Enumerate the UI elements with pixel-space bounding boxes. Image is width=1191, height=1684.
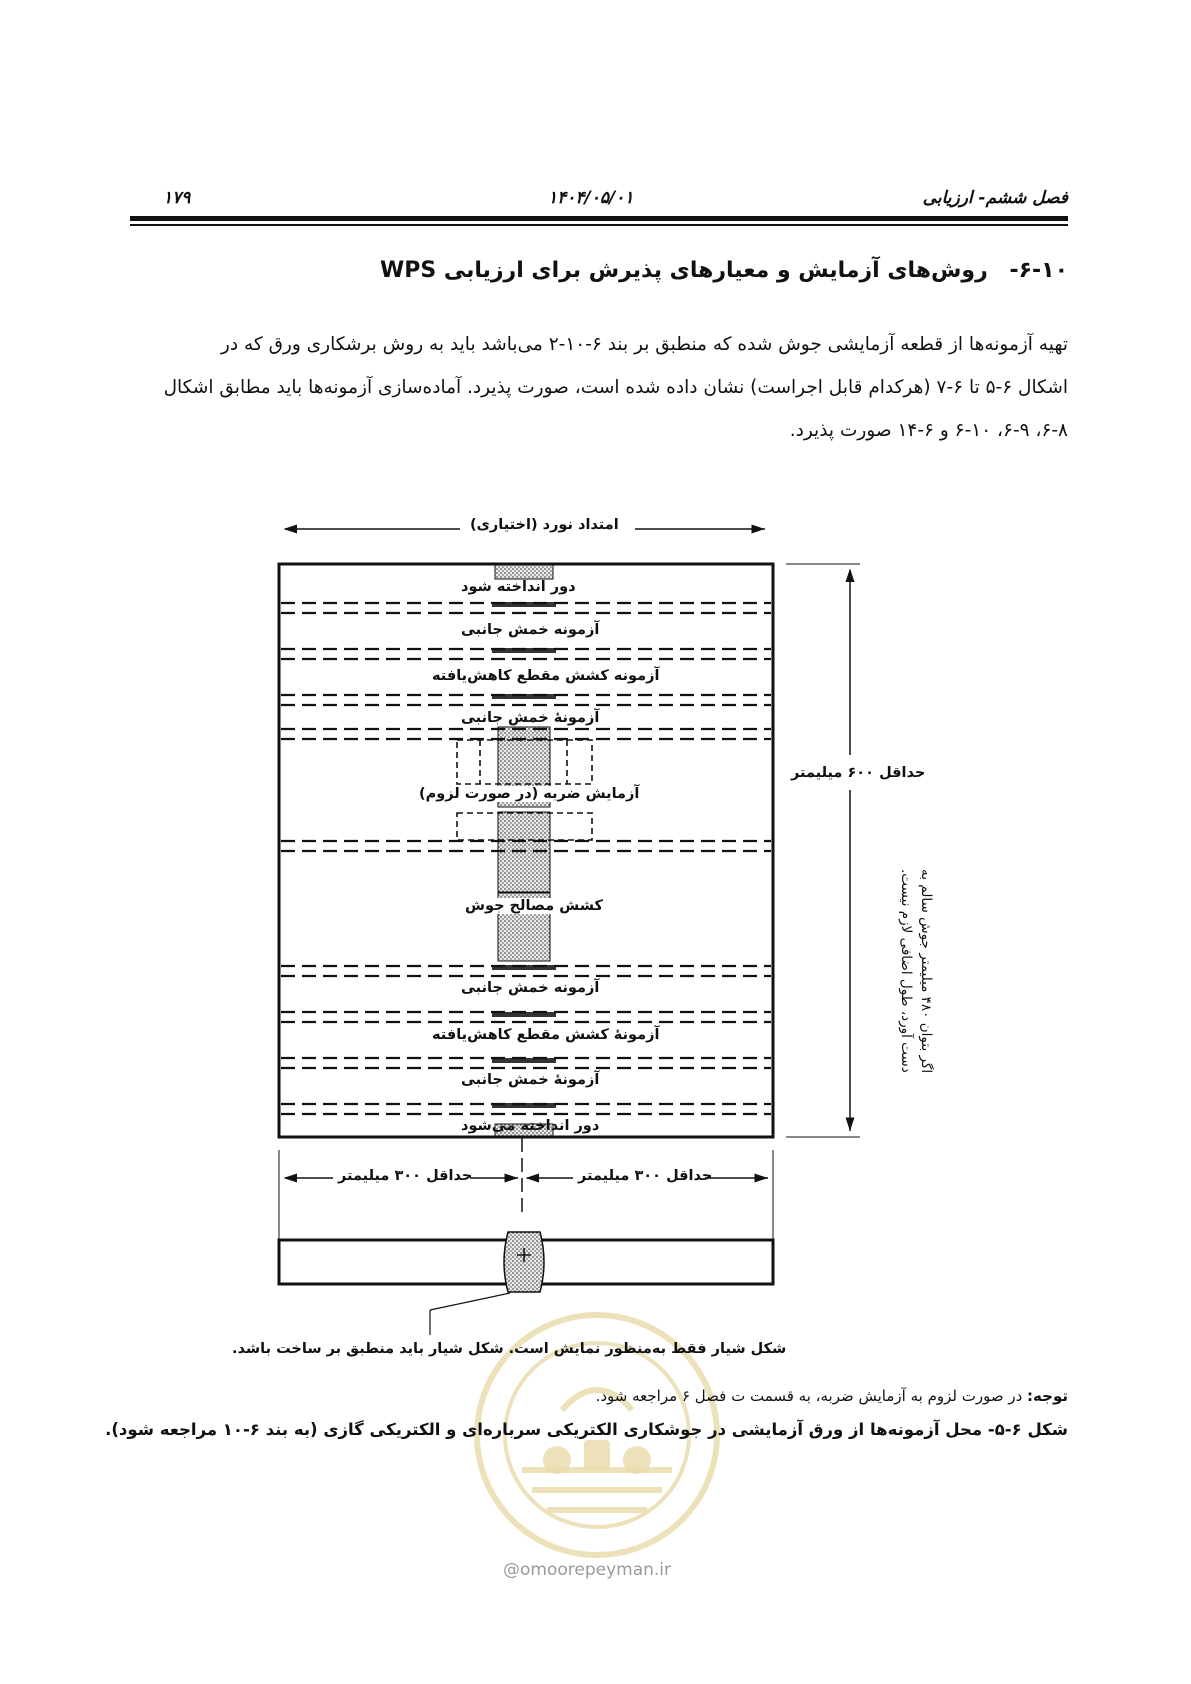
min-length-label: حداقل ۶۰۰ میلیمتر xyxy=(791,765,926,781)
specimen-label: کشش مصالح جوش xyxy=(465,898,603,914)
section-number: ۶-۱۰- xyxy=(1009,258,1068,283)
specimen-label: دور انداخته شود xyxy=(461,579,576,595)
min-width-right-label: حداقل ۳۰۰ میلیمتر xyxy=(578,1168,713,1184)
page-date: ۱۴۰۴/۰۵/۰۱ xyxy=(548,188,634,208)
watermark-site: @omoorepeyman.ir xyxy=(503,1560,672,1580)
specimen-label: آزمونهٔ خمش جانبی xyxy=(461,710,600,726)
paragraph-line: اشکال ۶-۵ تا ۶-۷ (هرکدام قابل اجراست) نشان داده شده است، صورت پذیرد. آماده‌سازی آزمونه‌ها باید مطابق اشکال xyxy=(163,377,1068,398)
specimen-label: آزمایش ضربه (در صورت لزوم) xyxy=(419,786,640,802)
page-number: ۱۷۹ xyxy=(163,188,191,208)
paragraph-line: تهیه آزمونه‌ها از قطعه آزمایشی جوش شده که منطبق بر بند ۶-۱۰-۲ می‌باشد باید به روش برشکاری ورق که در xyxy=(220,334,1068,355)
chapter-title: فصل ششم- ارزیابی xyxy=(922,188,1068,208)
section-title: روش‌های آزمایش و معیارهای پذیرش برای ارزیابی WPS xyxy=(379,258,988,283)
side-note-line: اگر بتوان ۴۸۰ میلیمتر جوش سالم به xyxy=(918,868,934,1073)
figure-caption: شکل ۶-۵- محل آزمونه‌ها از ورق آزمایشی در جوشکاری الکتریکی سرباره‌ای و الکتریکی گازی (به بند ۶-۱۰ مراجعه شود). xyxy=(105,1420,1068,1439)
groove-note: شکل شیار فقط به‌منظور نمایش است. شکل شیار باید منطبق بر ساخت باشد. xyxy=(232,1341,787,1357)
specimen-label: آزمونهٔ کشش مقطع کاهش‌یافته xyxy=(432,1027,660,1043)
specimen-label: آزمونه خمش جانبی xyxy=(461,980,600,996)
note-text: در صورت لزوم به آزمایش ضربه، به قسمت ت فصل ۶ مراجعه شود. xyxy=(595,1387,1023,1405)
specimen-label: آزمونهٔ خمش جانبی xyxy=(461,1072,600,1088)
side-note xyxy=(896,833,936,1073)
specimen-label: آزمونه خمش جانبی xyxy=(461,622,600,638)
paragraph-line: ۶-۸، ۶-۹، ۶-۱۰ و ۶-۱۴ صورت پذیرد. xyxy=(789,420,1068,441)
min-width-left-label: حداقل ۳۰۰ میلیمتر xyxy=(338,1168,473,1184)
rolling-direction-label: امتداد نورد (اختیاری) xyxy=(466,517,623,533)
note-label: توجه: xyxy=(1027,1387,1068,1405)
figure-note xyxy=(596,1387,1068,1405)
specimen-label: دور انداخته می‌شود xyxy=(461,1118,600,1134)
specimen-label: آزمونه کشش مقطع کاهش‌یافته xyxy=(432,668,660,684)
side-note-line: دست آورد، طول اضافی لازم نیست. xyxy=(898,869,914,1073)
